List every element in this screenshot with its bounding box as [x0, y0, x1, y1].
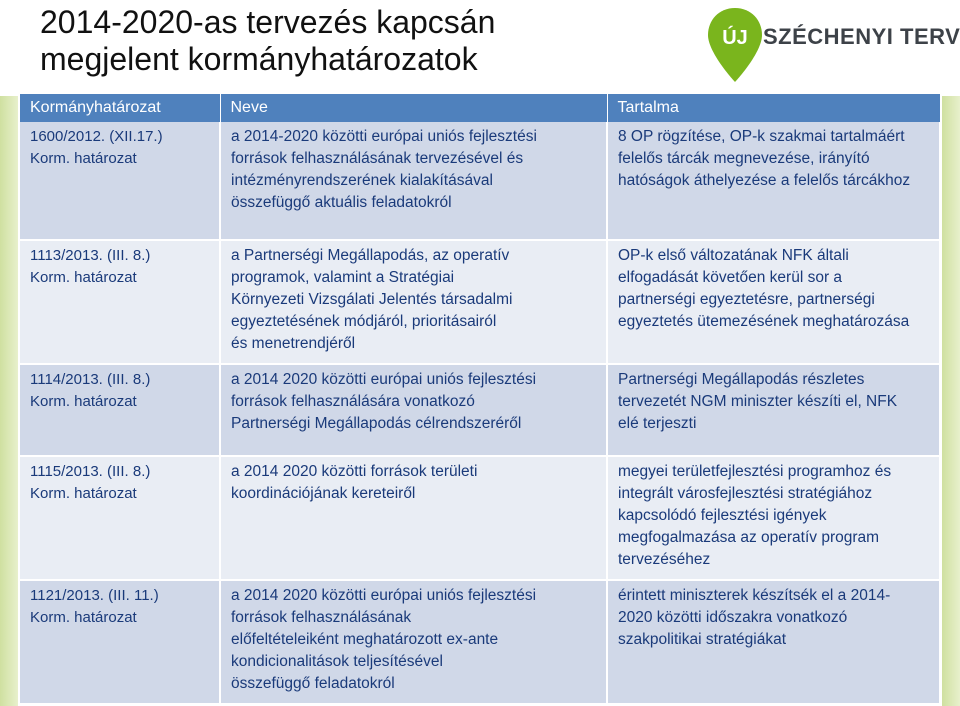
table-row	[20, 364, 940, 456]
table-row	[20, 580, 940, 704]
table-row	[20, 456, 940, 580]
resolution-name-cell: a 2014 2020 közötti európai uniós fejlesztési források felhasználására vonatkozó Partnerségi Megállapodás célrendszeréről	[220, 364, 607, 456]
logo-brand-text: SZÉCHENYI TERV	[763, 24, 960, 49]
resolution-name-cell: a Partnerségi Megállapodás, az operatív programok, valamint a Stratégiai Környezeti Vizsgálati Jelentés társadalmi egyeztetésének módjáról, prioritásairól és menetrendjéről	[220, 240, 607, 364]
header-kormanyhatarozat: Kormányhatározat	[20, 94, 220, 122]
resolution-content-cell: megyei területfejlesztési programhoz és integrált városfejlesztési stratégiához kapcsolódó fejlesztési igények megfogalmazása az operatív program tervezéséhez	[607, 456, 940, 580]
resolution-id-cell: 1600/2012. (XII.17.) Korm. határozat	[20, 122, 220, 240]
resolution-id-cell: 1113/2013. (III. 8.) Korm. határozat	[20, 240, 220, 364]
table-header-row	[20, 94, 940, 122]
page-title	[40, 4, 640, 78]
resolutions-table	[20, 94, 941, 705]
title-line-2: megjelent kormányhatározatok	[40, 41, 478, 77]
resolutions-table-wrapper	[20, 94, 940, 706]
resolution-id-cell: 1121/2013. (III. 11.) Korm. határozat	[20, 580, 220, 704]
table-row	[20, 240, 940, 364]
resolution-content-cell: 8 OP rögzítése, OP-k szakmai tartalmáért felelős tárcák megnevezése, irányító hatóságok áthelyezése a felelős tárcákhoz	[607, 122, 940, 240]
resolution-content-cell: Partnerségi Megállapodás részletes tervezetét NGM miniszter készíti el, NFK elé terjeszti	[607, 364, 940, 456]
resolution-name-cell: a 2014-2020 közötti európai uniós fejlesztési források felhasználásának tervezésével és intézményrendszerének kialakításával összefüggő aktuális feladatokról	[220, 122, 607, 240]
resolution-name-cell: a 2014 2020 közötti források területi koordinációjának kereteiről	[220, 456, 607, 580]
logo-mark-text: ÚJ	[722, 27, 748, 49]
resolution-name-cell: a 2014 2020 közötti európai uniós fejlesztési források felhasználásának előfeltételeiként meghatározott ex-ante kondicionalitások teljesítésével összefüggő feladatokról	[220, 580, 607, 704]
resolution-id-cell: 1114/2013. (III. 8.) Korm. határozat	[20, 364, 220, 456]
resolution-id-cell: 1115/2013. (III. 8.) Korm. határozat	[20, 456, 220, 580]
header-neve: Neve	[220, 94, 607, 122]
szechenyi-terv-logo	[705, 6, 960, 90]
left-decor-bar	[0, 96, 18, 706]
resolution-content-cell: érintett miniszterek készítsék el a 2014- 2020 közötti időszakra vonatkozó szakpolitikai stratégiákat	[607, 580, 940, 704]
title-line-1: 2014-2020-as tervezés kapcsán	[40, 4, 496, 40]
uj-logo-mark-icon	[705, 6, 765, 84]
header-tartalma: Tartalma	[607, 94, 940, 122]
right-decor-bar	[942, 96, 960, 706]
table-row	[20, 122, 940, 240]
resolution-content-cell: OP-k első változatának NFK általi elfogadását követően kerül sor a partnerségi egyeztetésre, partnerségi egyeztetés ütemezésének meghatározása	[607, 240, 940, 364]
